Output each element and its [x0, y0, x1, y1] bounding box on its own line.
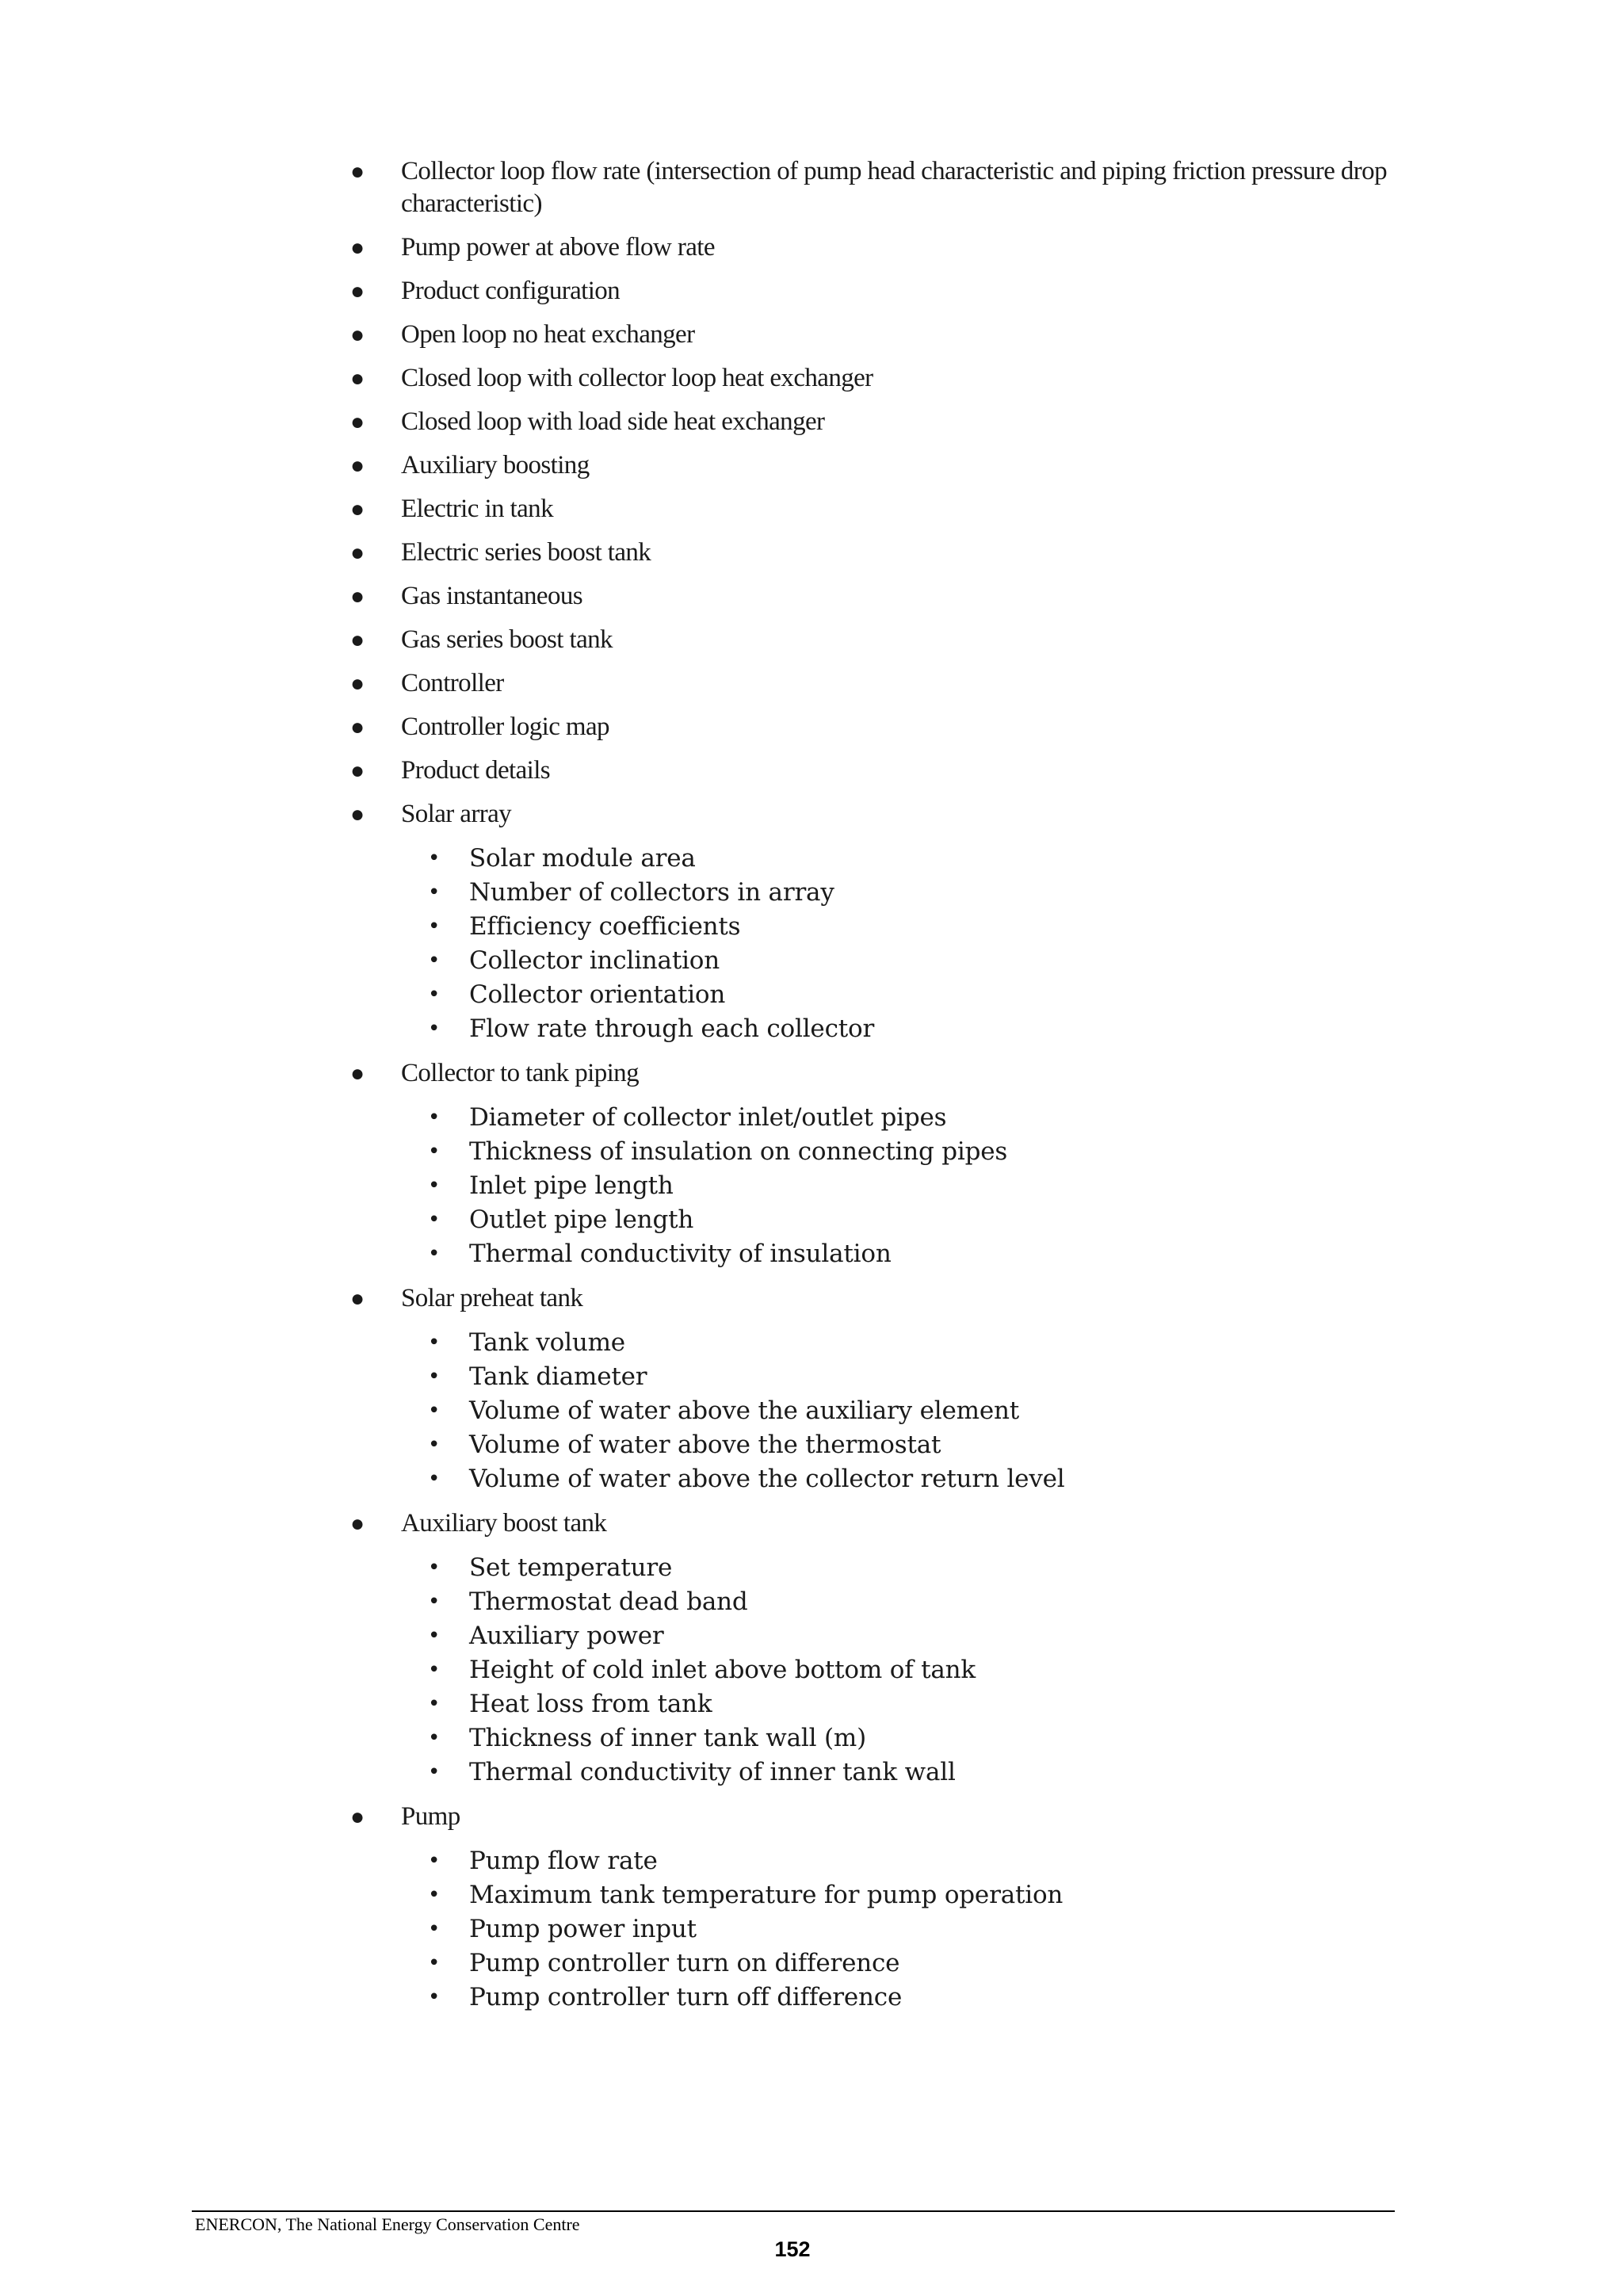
sub-list-item-text: Thermostat dead band	[469, 1587, 748, 1616]
sub-bullet-icon: •	[428, 1433, 441, 1457]
sub-list-item	[346, 1169, 1407, 1203]
list-item-text: Auxiliary boost tank	[401, 1509, 607, 1538]
page-number: 152	[774, 2237, 811, 2261]
sub-list-item-text: Pump flow rate	[469, 1847, 658, 1875]
bullet-icon: ●	[350, 627, 365, 653]
sub-list-item	[346, 1462, 1407, 1496]
list-item-text: Solar array	[401, 800, 512, 828]
sub-list-item-text: Collector inclination	[469, 946, 720, 975]
sub-bullet-icon: •	[428, 915, 441, 938]
bullet-icon: ●	[350, 1060, 365, 1087]
sub-bullet-icon: •	[428, 1467, 441, 1491]
sub-list-item	[346, 1135, 1407, 1169]
bullet-icon: ●	[350, 670, 365, 697]
sub-list-item	[346, 1844, 1407, 1878]
sub-list-item	[346, 1755, 1407, 1790]
bullet-icon: ●	[350, 1286, 365, 1312]
sub-list-item-text: Efficiency coefficients	[469, 912, 741, 941]
list-item-text: Product details	[401, 756, 551, 785]
sub-bullet-icon: •	[428, 1174, 441, 1198]
list-item	[346, 449, 1407, 482]
sub-bullet-icon: •	[428, 846, 441, 870]
sub-bullet-icon: •	[428, 1242, 441, 1266]
sub-list-item	[346, 1912, 1407, 1946]
sub-bullet-list	[401, 1101, 1407, 1271]
sub-list-item-text: Outlet pipe length	[469, 1205, 694, 1234]
sub-bullet-icon: •	[428, 1590, 441, 1614]
list-item-text: Solar preheat tank	[401, 1284, 583, 1312]
list-item-text: Gas series boost tank	[401, 625, 613, 654]
sub-list-item-text: Tank diameter	[469, 1362, 647, 1391]
list-item	[346, 537, 1407, 569]
footer-organization: ENERCON, The National Energy Conservation Centre	[195, 2214, 580, 2234]
sub-list-item-text: Thickness of insulation on connecting pipes	[469, 1137, 1008, 1166]
sub-list-item	[346, 1687, 1407, 1721]
sub-list-item-text: Diameter of collector inlet/outlet pipes	[469, 1103, 947, 1132]
list-item	[346, 667, 1407, 700]
sub-list-item	[346, 1326, 1407, 1360]
bullet-icon: ●	[350, 365, 365, 392]
sub-bullet-icon: •	[428, 1208, 441, 1232]
sub-list-item	[346, 944, 1407, 978]
sub-list-item-text: Inlet pipe length	[469, 1171, 674, 1200]
list-item-text: Product configuration	[401, 277, 621, 305]
list-item	[346, 1801, 1407, 2015]
list-item-text: Controller logic map	[401, 712, 609, 741]
list-item-text: Electric in tank	[401, 495, 553, 523]
sub-list-item-text: Thermal conductivity of inner tank wall	[469, 1758, 956, 1786]
sub-list-item-text: Volume of water above the thermostat	[469, 1431, 941, 1459]
sub-list-item-text: Heat loss from tank	[469, 1690, 712, 1718]
list-item	[346, 275, 1407, 308]
list-item	[346, 1282, 1407, 1496]
sub-bullet-icon: •	[428, 983, 441, 1007]
list-item	[346, 1057, 1407, 1271]
sub-list-item	[346, 1203, 1407, 1237]
list-item-text: Controller	[401, 669, 504, 697]
sub-bullet-icon: •	[428, 949, 441, 972]
sub-list-item	[346, 1653, 1407, 1687]
list-item-text: Pump power at above flow rate	[401, 233, 715, 262]
sub-bullet-icon: •	[428, 1849, 441, 1873]
sub-bullet-icon: •	[428, 1951, 441, 1975]
list-item-text: Open loop no heat exchanger	[401, 320, 695, 349]
sub-bullet-icon: •	[428, 1331, 441, 1354]
bullet-icon: ●	[350, 540, 365, 566]
sub-list-item	[346, 842, 1407, 876]
main-bullet-list	[346, 155, 1407, 2015]
sub-bullet-icon: •	[428, 1985, 441, 2009]
sub-list-item-text: Thermal conductivity of insulation	[469, 1240, 892, 1268]
sub-bullet-list	[401, 1326, 1407, 1496]
sub-bullet-list	[401, 842, 1407, 1046]
sub-list-item-text: Maximum tank temperature for pump operation	[469, 1881, 1064, 1909]
sub-list-item	[346, 910, 1407, 944]
sub-list-item	[346, 1981, 1407, 2015]
sub-bullet-icon: •	[428, 1106, 441, 1129]
list-item	[346, 711, 1407, 743]
sub-bullet-icon: •	[428, 1917, 441, 1941]
sub-list-item-text: Height of cold inlet above bottom of tank	[469, 1656, 976, 1684]
list-item-text: Pump	[401, 1802, 460, 1831]
sub-bullet-icon: •	[428, 1760, 441, 1784]
sub-list-item-text: Thickness of inner tank wall (m)	[469, 1724, 866, 1752]
list-item-text: Closed loop with load side heat exchanger	[401, 407, 825, 436]
list-item	[346, 406, 1407, 438]
sub-list-item	[346, 1585, 1407, 1619]
list-item-text: Gas instantaneous	[401, 582, 583, 610]
sub-list-item	[346, 1237, 1407, 1271]
list-item-text: Electric series boost tank	[401, 538, 651, 567]
list-item-text: Closed loop with collector loop heat exchanger	[401, 364, 873, 392]
bullet-icon: ●	[350, 496, 365, 522]
list-item-text: Collector loop flow rate (intersection of pump head characteristic and piping friction pressure drop characteristic)	[401, 157, 1387, 218]
sub-bullet-list	[401, 1551, 1407, 1790]
list-item	[346, 362, 1407, 395]
sub-list-item	[346, 1878, 1407, 1912]
list-item-text: Auxiliary boosting	[401, 451, 590, 479]
sub-list-item	[346, 1394, 1407, 1428]
sub-bullet-icon: •	[428, 1624, 441, 1648]
bullet-icon: ●	[350, 1511, 365, 1537]
sub-list-item	[346, 1012, 1407, 1046]
sub-bullet-icon: •	[428, 1883, 441, 1907]
list-item	[346, 493, 1407, 525]
bullet-icon: ●	[350, 583, 365, 609]
list-item	[346, 624, 1407, 656]
bullet-icon: ●	[350, 714, 365, 740]
list-item	[346, 580, 1407, 613]
sub-list-item-text: Flow rate through each collector	[469, 1014, 875, 1043]
sub-bullet-icon: •	[428, 881, 441, 904]
sub-bullet-list	[401, 1844, 1407, 2015]
sub-list-item	[346, 1946, 1407, 1981]
sub-list-item	[346, 1360, 1407, 1394]
page-content	[346, 155, 1407, 2026]
sub-list-item-text: Tank volume	[469, 1328, 625, 1357]
list-item	[346, 755, 1407, 787]
sub-bullet-icon: •	[428, 1726, 441, 1750]
sub-list-item-text: Solar module area	[469, 844, 696, 873]
bullet-icon: ●	[350, 758, 365, 784]
bullet-icon: ●	[350, 1804, 365, 1830]
list-item	[346, 155, 1407, 220]
sub-list-item	[346, 1428, 1407, 1462]
sub-list-item	[346, 876, 1407, 910]
sub-bullet-icon: •	[428, 1556, 441, 1580]
sub-list-item-text: Set temperature	[469, 1553, 673, 1582]
list-item	[346, 231, 1407, 264]
list-item-text: Collector to tank piping	[401, 1059, 639, 1087]
list-item	[346, 798, 1407, 1046]
sub-list-item	[346, 1721, 1407, 1755]
sub-list-item-text: Pump controller turn on difference	[469, 1949, 900, 1977]
bullet-icon: ●	[350, 235, 365, 261]
list-item	[346, 319, 1407, 351]
sub-list-item-text: Pump controller turn off difference	[469, 1983, 903, 2011]
sub-list-item-text: Volume of water above the collector return level	[469, 1465, 1065, 1493]
sub-list-item	[346, 1551, 1407, 1585]
sub-bullet-icon: •	[428, 1399, 441, 1423]
list-item	[346, 1507, 1407, 1790]
sub-list-item	[346, 1101, 1407, 1135]
sub-bullet-icon: •	[428, 1140, 441, 1163]
sub-list-item-text: Collector orientation	[469, 980, 726, 1009]
bullet-icon: ●	[350, 159, 365, 185]
sub-list-item	[346, 978, 1407, 1012]
sub-bullet-icon: •	[428, 1658, 441, 1682]
bullet-icon: ●	[350, 409, 365, 435]
sub-bullet-icon: •	[428, 1017, 441, 1041]
bullet-icon: ●	[350, 801, 365, 827]
bullet-icon: ●	[350, 453, 365, 479]
sub-list-item-text: Auxiliary power	[469, 1622, 664, 1650]
sub-list-item-text: Number of collectors in array	[469, 878, 834, 907]
sub-list-item	[346, 1619, 1407, 1653]
sub-list-item-text: Volume of water above the auxiliary element	[469, 1396, 1020, 1425]
sub-bullet-icon: •	[428, 1365, 441, 1389]
sub-list-item-text: Pump power input	[469, 1915, 697, 1943]
footer-divider	[192, 2210, 1395, 2212]
bullet-icon: ●	[350, 278, 365, 304]
bullet-icon: ●	[350, 322, 365, 348]
sub-bullet-icon: •	[428, 1692, 441, 1716]
